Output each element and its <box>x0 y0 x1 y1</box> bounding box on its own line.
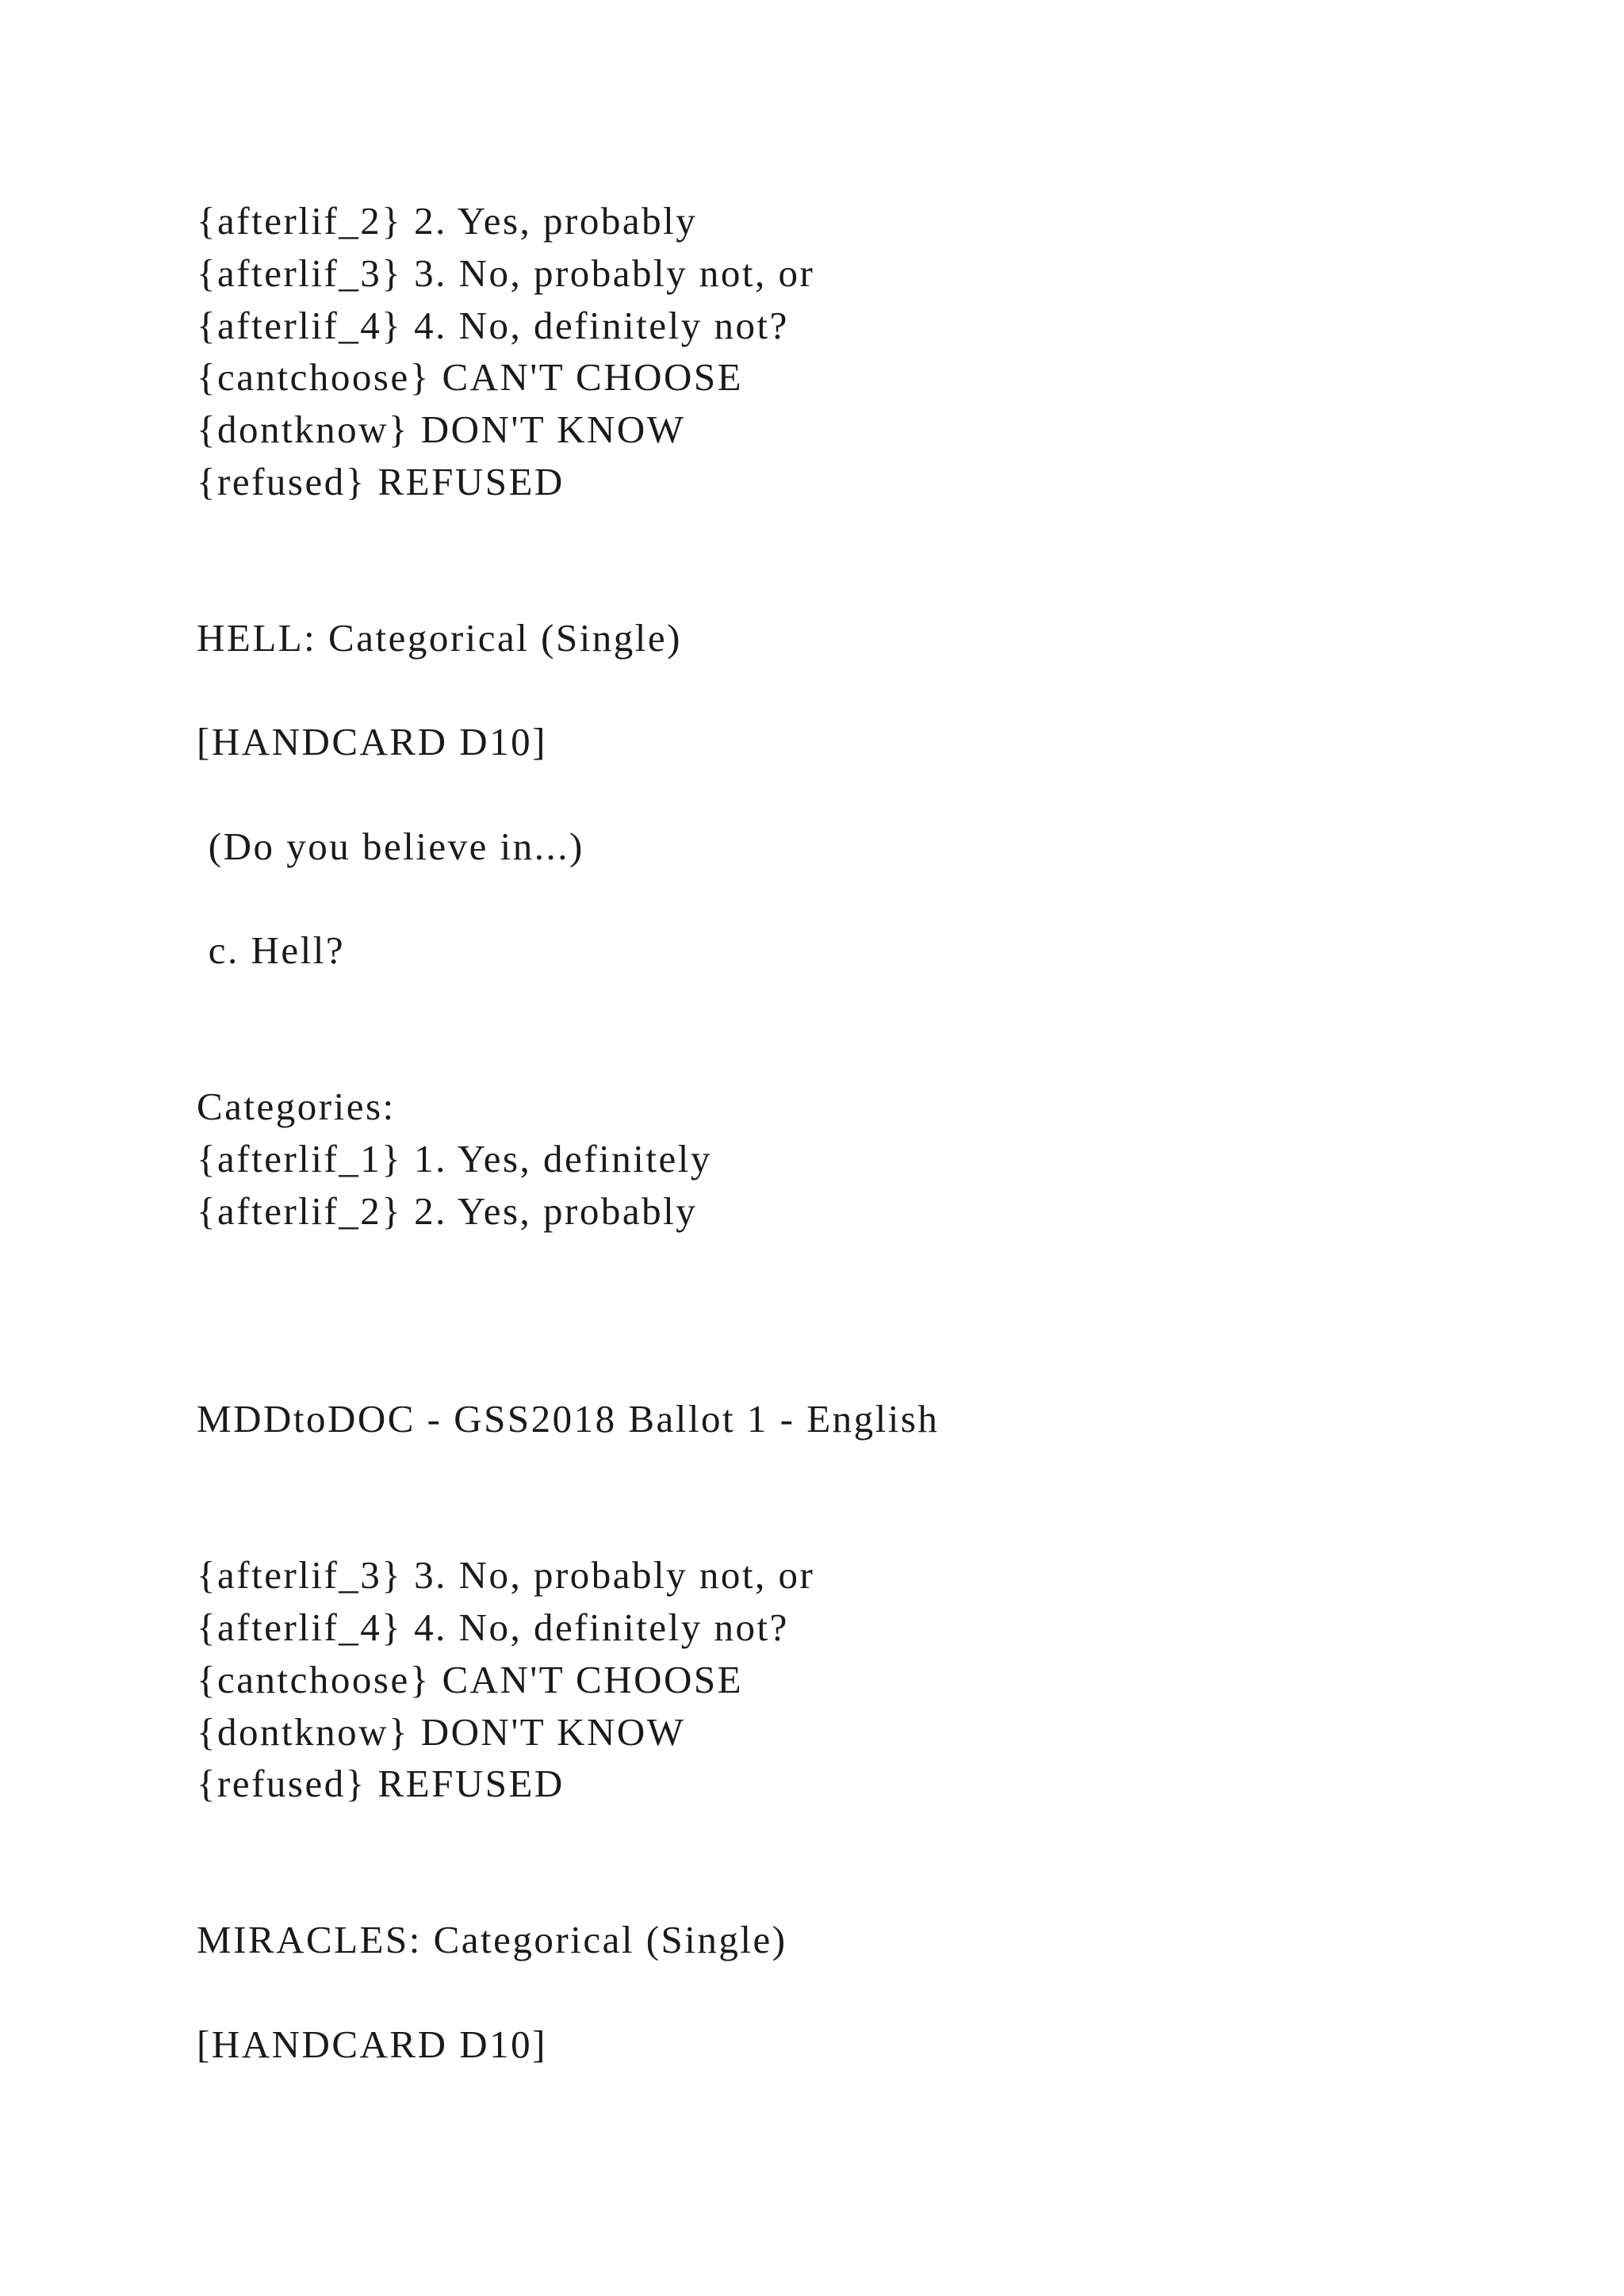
category-line: {afterlif_2} 2. Yes, probably <box>197 1189 698 1233</box>
category-line: {afterlif_2} 2. Yes, probably <box>197 199 698 243</box>
question-heading: MIRACLES: Categorical (Single) <box>197 1918 787 1961</box>
category-line: {refused} REFUSED <box>197 1762 565 1805</box>
category-line: {cantchoose} CAN'T CHOOSE <box>197 355 744 399</box>
question-heading: HELL: Categorical (Single) <box>197 616 682 660</box>
category-line: {cantchoose} CAN'T CHOOSE <box>197 1658 744 1701</box>
category-line: {afterlif_4} 4. No, definitely not? <box>197 1605 789 1649</box>
category-line: {afterlif_4} 4. No, definitely not? <box>197 304 789 347</box>
category-line: {dontknow} DON'T KNOW <box>197 408 686 451</box>
category-line: {refused} REFUSED <box>197 460 565 503</box>
handcard-label: [HANDCARD D10] <box>197 720 547 763</box>
category-line: {afterlif_1} 1. Yes, definitely <box>197 1137 712 1181</box>
category-line: {afterlif_3} 3. No, probably not, or <box>197 251 815 295</box>
document-footer: MDDtoDOC - GSS2018 Ballot 1 - English <box>197 1397 940 1441</box>
question-prompt: (Do you believe in...) <box>197 825 584 868</box>
category-line: {afterlif_3} 3. No, probably not, or <box>197 1553 815 1597</box>
categories-label: Categories: <box>197 1085 396 1128</box>
handcard-label: [HANDCARD D10] <box>197 2022 547 2066</box>
category-line: {dontknow} DON'T KNOW <box>197 1710 686 1754</box>
question-item: c. Hell? <box>197 928 346 972</box>
